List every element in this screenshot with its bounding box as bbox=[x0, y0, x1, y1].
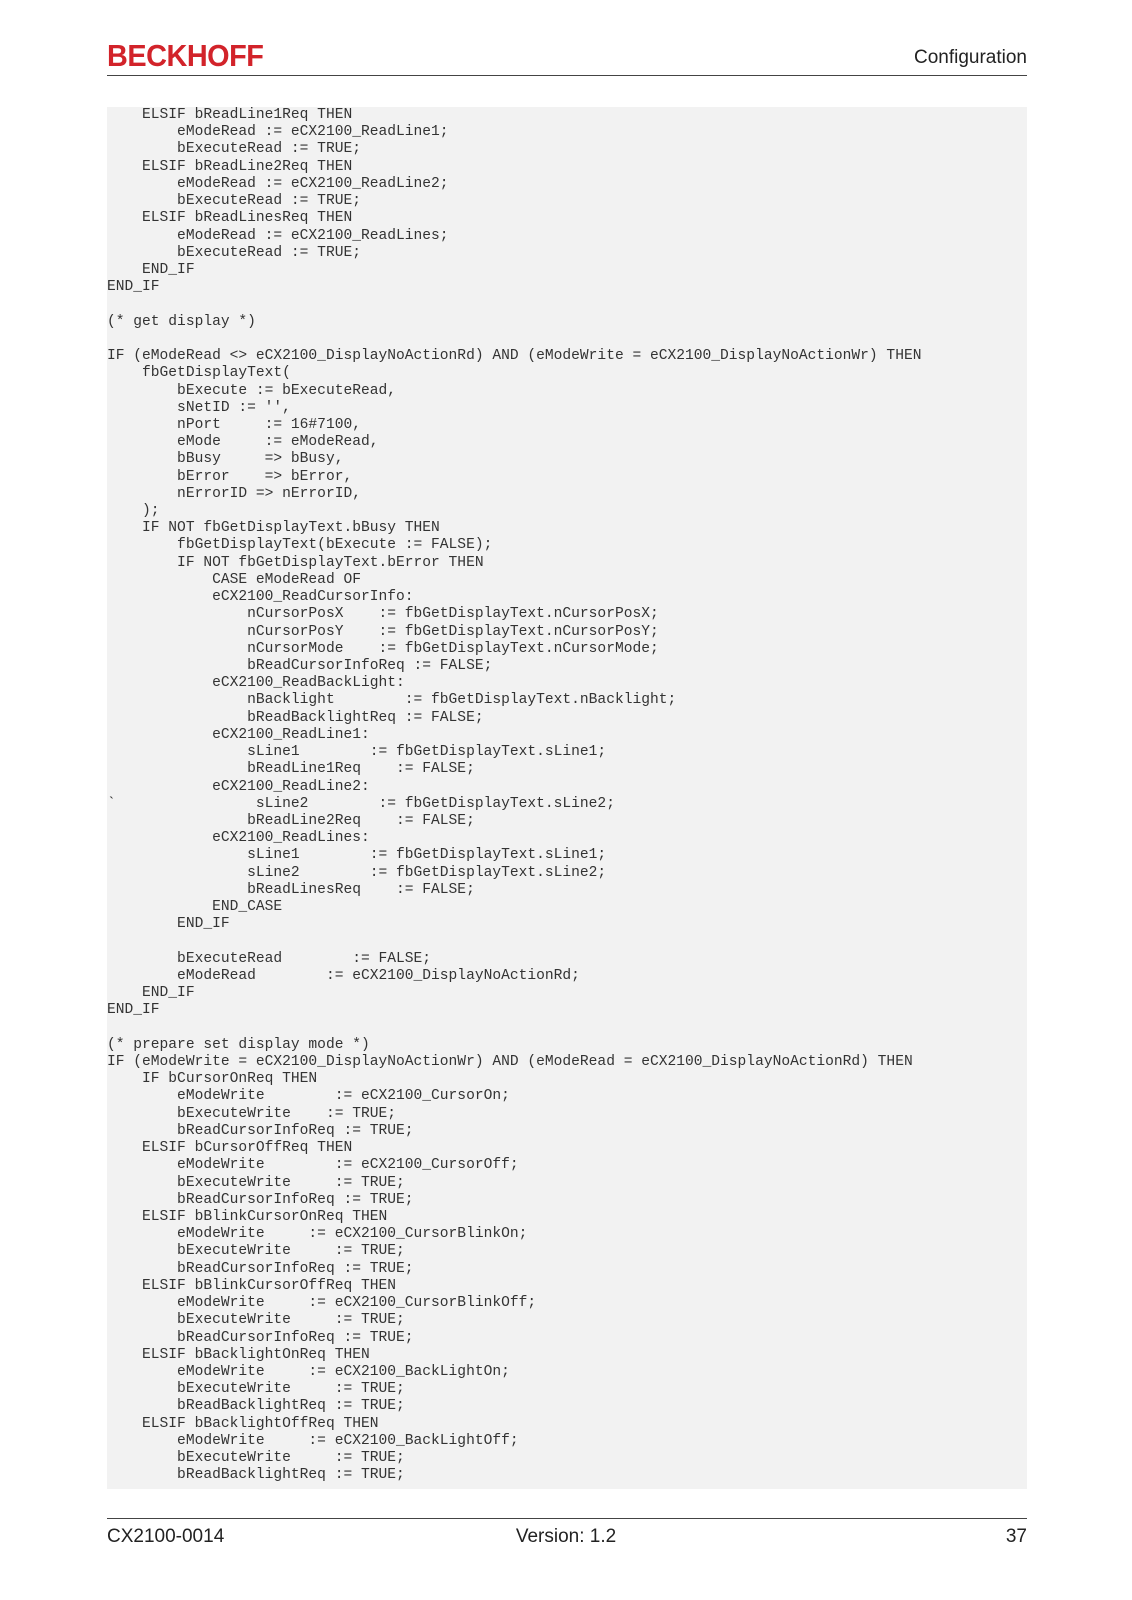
code-line: END_IF bbox=[107, 916, 230, 933]
code-line: bError => bError, bbox=[107, 468, 353, 485]
code-line: IF (eModeRead <> eCX2100_DisplayNoActionRd) AND (eModeWrite = eCX2100_DisplayNoActionWr) THEN bbox=[107, 348, 922, 365]
code-line: bExecuteWrite := TRUE; bbox=[107, 1312, 405, 1329]
code-line: eCX2100_ReadBackLight: bbox=[107, 675, 405, 692]
code-line: eModeRead := eCX2100_ReadLine2; bbox=[107, 175, 449, 192]
code-line: ELSIF bBlinkCursorOffReq THEN bbox=[107, 1277, 397, 1294]
code-line: ELSIF bBacklightOnReq THEN bbox=[107, 1346, 370, 1363]
code-line: END_CASE bbox=[107, 899, 283, 916]
code-line: eCX2100_ReadCursorInfo: bbox=[107, 589, 414, 606]
code-line: ELSIF bCursorOffReq THEN bbox=[107, 1140, 353, 1157]
code-line: nBacklight := fbGetDisplayText.nBacklight; bbox=[107, 692, 677, 709]
code-line: ); bbox=[107, 503, 160, 520]
code-line: nCursorPosX := fbGetDisplayText.nCursorPosX; bbox=[107, 606, 659, 623]
code-line: IF bCursorOnReq THEN bbox=[107, 1071, 318, 1088]
code-line: ELSIF bBacklightOffReq THEN bbox=[107, 1415, 379, 1432]
section-title: Configuration bbox=[913, 47, 1027, 68]
code-line: END_IF bbox=[107, 985, 195, 1002]
code-line: bExecuteRead := TRUE; bbox=[107, 244, 361, 261]
code-line: END_IF bbox=[107, 1002, 160, 1019]
code-line: bExecute := bExecuteRead, bbox=[107, 382, 397, 399]
code-line: bBusy => bBusy, bbox=[107, 451, 344, 468]
code-line bbox=[107, 934, 1027, 951]
document-version: Version: 1.2 bbox=[515, 1526, 617, 1547]
code-line: IF NOT fbGetDisplayText.bBusy THEN bbox=[107, 520, 440, 537]
code-line: END_IF bbox=[107, 279, 160, 296]
code-line: nCursorMode := fbGetDisplayText.nCursorMode; bbox=[107, 640, 659, 657]
code-block bbox=[107, 107, 1027, 1485]
code-line: bExecuteWrite := TRUE; bbox=[107, 1450, 405, 1467]
code-line: ELSIF bReadLine1Req THEN bbox=[107, 107, 353, 123]
code-line: bExecuteRead := TRUE; bbox=[107, 193, 361, 210]
code-line: eModeRead := eCX2100_ReadLines; bbox=[107, 227, 449, 244]
code-line: bReadLine1Req := FALSE; bbox=[107, 761, 475, 778]
code-line: bExecuteRead := FALSE; bbox=[107, 950, 432, 967]
code-line: sNetID := '', bbox=[107, 399, 291, 416]
code-line: IF (eModeWrite = eCX2100_DisplayNoActionWr) AND (eModeRead = eCX2100_DisplayNoActionRd) THEN bbox=[107, 1054, 913, 1071]
code-line: eMode := eModeRead, bbox=[107, 434, 379, 451]
code-line: bExecuteWrite := TRUE; bbox=[107, 1381, 405, 1398]
code-line: eModeWrite := eCX2100_CursorOff; bbox=[107, 1157, 519, 1174]
code-line: bReadLine2Req := FALSE; bbox=[107, 812, 475, 829]
code-line: eCX2100_ReadLines: bbox=[107, 830, 370, 847]
code-line: eModeWrite := eCX2100_CursorOn; bbox=[107, 1088, 510, 1105]
code-line: bReadBacklightReq := TRUE; bbox=[107, 1398, 405, 1415]
code-line: eCX2100_ReadLine1: bbox=[107, 726, 370, 743]
code-line: eModeRead := eCX2100_ReadLine1; bbox=[107, 124, 449, 141]
code-line: bReadBacklightReq := TRUE; bbox=[107, 1467, 405, 1484]
code-line: sLine1 := fbGetDisplayText.sLine1; bbox=[107, 744, 607, 761]
code-line bbox=[107, 331, 1027, 348]
code-line: nCursorPosY := fbGetDisplayText.nCursorPosY; bbox=[107, 623, 659, 640]
code-line: bExecuteWrite := TRUE; bbox=[107, 1243, 405, 1260]
code-line: ` sLine2 := fbGetDisplayText.sLine2; bbox=[107, 795, 615, 812]
code-line: bReadBacklightReq := FALSE; bbox=[107, 709, 484, 726]
code-line: bReadCursorInfoReq := TRUE; bbox=[107, 1191, 414, 1208]
beckhoff-logo: BECKHOFF bbox=[107, 38, 264, 73]
code-line: IF NOT fbGetDisplayText.bError THEN bbox=[107, 554, 484, 571]
page-number: 37 bbox=[1005, 1526, 1027, 1547]
code-line: nPort := 16#7100, bbox=[107, 416, 361, 433]
code-line: bReadCursorInfoReq := TRUE; bbox=[107, 1329, 414, 1346]
code-line: eModeWrite := eCX2100_CursorBlinkOff; bbox=[107, 1295, 537, 1312]
code-line: fbGetDisplayText(bExecute := FALSE); bbox=[107, 537, 493, 554]
code-line: bReadCursorInfoReq := FALSE; bbox=[107, 658, 493, 674]
code-line: ELSIF bBlinkCursorOnReq THEN bbox=[107, 1209, 388, 1225]
code-line: eModeWrite := eCX2100_BackLightOff; bbox=[107, 1432, 519, 1449]
code-line: bExecuteWrite := TRUE; bbox=[107, 1105, 397, 1122]
header-divider bbox=[107, 75, 1027, 76]
code-line bbox=[107, 296, 1027, 313]
code-line: eModeRead := eCX2100_DisplayNoActionRd; bbox=[107, 967, 580, 984]
code-line: eCX2100_ReadLine2: bbox=[107, 778, 370, 795]
code-line: CASE eModeRead OF bbox=[107, 571, 361, 588]
code-listing bbox=[107, 107, 1027, 1489]
code-line: eModeWrite := eCX2100_CursorBlinkOn; bbox=[107, 1226, 528, 1243]
code-line: nErrorID => nErrorID, bbox=[107, 485, 361, 502]
code-line: bExecuteRead := TRUE; bbox=[107, 141, 361, 158]
code-line bbox=[107, 1020, 1027, 1037]
code-line: (* prepare set display mode *) bbox=[107, 1036, 370, 1053]
code-line: bReadLinesReq := FALSE; bbox=[107, 881, 475, 898]
code-line: bReadCursorInfoReq := TRUE; bbox=[107, 1122, 414, 1139]
code-line: eModeWrite := eCX2100_BackLightOn; bbox=[107, 1363, 510, 1380]
code-line: bReadCursorInfoReq := TRUE; bbox=[107, 1260, 414, 1277]
code-line: ELSIF bReadLine2Req THEN bbox=[107, 158, 353, 175]
code-line: fbGetDisplayText( bbox=[107, 365, 291, 382]
code-line: END_IF bbox=[107, 261, 195, 278]
code-line: ELSIF bReadLinesReq THEN bbox=[107, 210, 353, 227]
footer-divider bbox=[107, 1518, 1027, 1519]
document-id: CX2100-0014 bbox=[107, 1526, 225, 1547]
code-line: (* get display *) bbox=[107, 313, 256, 330]
code-line: bExecuteWrite := TRUE; bbox=[107, 1174, 405, 1191]
code-line: sLine1 := fbGetDisplayText.sLine1; bbox=[107, 847, 607, 864]
code-line: sLine2 := fbGetDisplayText.sLine2; bbox=[107, 864, 607, 881]
